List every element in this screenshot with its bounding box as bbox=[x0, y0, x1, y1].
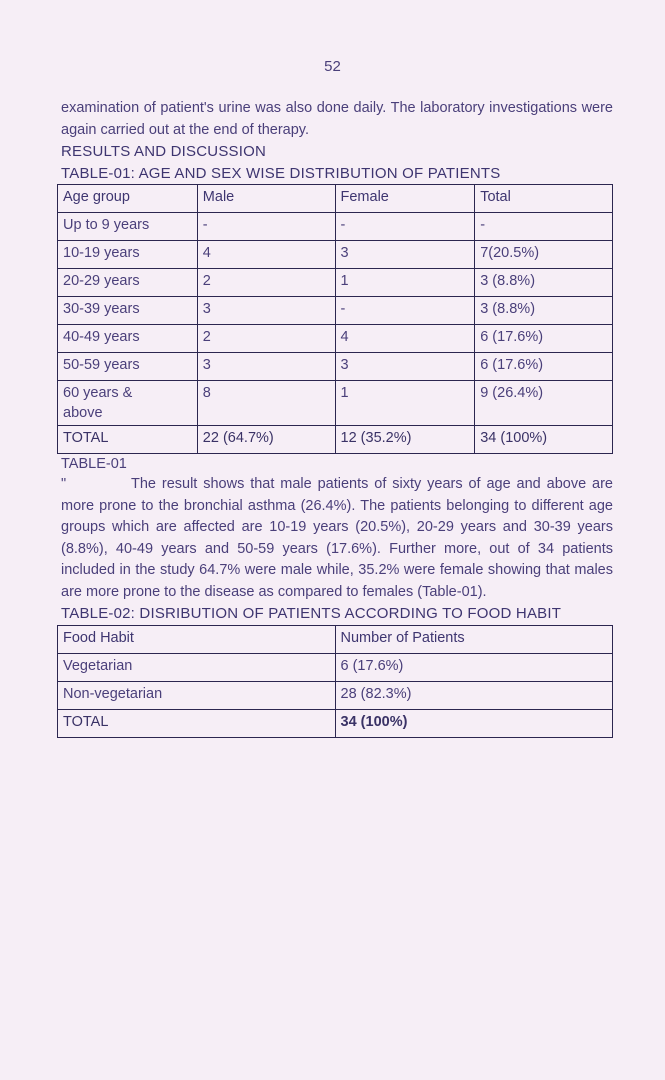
cell-age-group: Up to 9 years bbox=[58, 213, 198, 241]
cell-total: 7(20.5%) bbox=[475, 241, 613, 269]
cell-patients: 28 (82.3%) bbox=[335, 681, 612, 709]
cell-male: 2 bbox=[197, 325, 335, 353]
table-row bbox=[58, 353, 613, 381]
table-row bbox=[58, 681, 613, 709]
age-sex-table bbox=[57, 184, 613, 454]
cell-total-patients: 34 (100%) bbox=[335, 709, 612, 737]
cell-age-group: 30-39 years bbox=[58, 297, 198, 325]
cell-male: - bbox=[197, 213, 335, 241]
cell-age-group: 60 years & above bbox=[58, 381, 198, 426]
cell-female: - bbox=[335, 297, 475, 325]
table-row bbox=[58, 297, 613, 325]
table1-caption: TABLE-01 bbox=[61, 456, 127, 472]
table-header-row bbox=[58, 625, 613, 653]
cell-age-group: 40-49 years bbox=[58, 325, 198, 353]
cell-male: 4 bbox=[197, 241, 335, 269]
header-female: Female bbox=[335, 185, 475, 213]
table-header-row bbox=[58, 185, 613, 213]
cell-male: 3 bbox=[197, 297, 335, 325]
page-number: 52 bbox=[324, 58, 341, 75]
table-row bbox=[58, 325, 613, 353]
cell-female: 3 bbox=[335, 353, 475, 381]
cell-age-group: 20-29 years bbox=[58, 269, 198, 297]
discussion-text: The result shows that male patients of sixty years of age and above are more prone to the bronchial asthma (26.4%). The patients belonging to different age groups which are affected are 10-19 years (20.5%), 20-29 years and 30-39 years (8.8%), 40-49 years and 50-59 years (17.6%). Further more, out of 34 patients included in the study 64.7% were male while, 35.2% were female showing that males are more prone to the disease as compared to females (Table-01). bbox=[61, 476, 613, 600]
cell-female: 4 bbox=[335, 325, 475, 353]
cell-female: 3 bbox=[335, 241, 475, 269]
cell-male: 2 bbox=[197, 269, 335, 297]
table-row bbox=[58, 269, 613, 297]
cell-male: 8 bbox=[197, 381, 335, 426]
cell-total-male: 22 (64.7%) bbox=[197, 426, 335, 454]
cell-total: 6 (17.6%) bbox=[475, 325, 613, 353]
cell-total: 9 (26.4%) bbox=[475, 381, 613, 426]
cell-total: - bbox=[475, 213, 613, 241]
cell-patients: 6 (17.6%) bbox=[335, 653, 612, 681]
header-male: Male bbox=[197, 185, 335, 213]
food-habit-table bbox=[57, 625, 613, 738]
table2-title: TABLE-02: DISRIBUTION OF PATIENTS ACCORDING TO FOOD HABIT bbox=[61, 605, 562, 622]
page-content bbox=[61, 98, 613, 738]
cell-age-group: 50-59 years bbox=[58, 353, 198, 381]
cell-total-label: TOTAL bbox=[58, 709, 336, 737]
cell-total-total: 34 (100%) bbox=[475, 426, 613, 454]
intro-paragraph: examination of patient's urine was also done daily. The laboratory investigations were again carried out at the end of therapy. bbox=[61, 100, 613, 138]
table-total-row bbox=[58, 709, 613, 737]
table-row bbox=[58, 381, 613, 426]
cell-total: 6 (17.6%) bbox=[475, 353, 613, 381]
cell-total-label: TOTAL bbox=[58, 426, 198, 454]
header-age-group: Age group bbox=[58, 185, 198, 213]
cell-male: 3 bbox=[197, 353, 335, 381]
cell-food-habit: Non-vegetarian bbox=[58, 681, 336, 709]
cell-total: 3 (8.8%) bbox=[475, 297, 613, 325]
table-row bbox=[58, 241, 613, 269]
header-food-habit: Food Habit bbox=[58, 625, 336, 653]
cell-total: 3 (8.8%) bbox=[475, 269, 613, 297]
table1-title: TABLE-01: AGE AND SEX WISE DISTRIBUTION OF PATIENTS bbox=[61, 164, 501, 182]
cell-female: 1 bbox=[335, 381, 475, 426]
table-total-row bbox=[58, 426, 613, 454]
cell-food-habit: Vegetarian bbox=[58, 653, 336, 681]
header-total: Total bbox=[475, 185, 613, 213]
table-row bbox=[58, 653, 613, 681]
table-row bbox=[58, 213, 613, 241]
cell-total-female: 12 (35.2%) bbox=[335, 426, 475, 454]
cell-age-group: 10-19 years bbox=[58, 241, 198, 269]
cell-female: 1 bbox=[335, 269, 475, 297]
section-heading: RESULTS AND DISCUSSION bbox=[61, 143, 266, 160]
cell-female: - bbox=[335, 213, 475, 241]
quote-mark: " bbox=[61, 476, 67, 492]
discussion-paragraph bbox=[61, 474, 613, 603]
header-number-of-patients: Number of Patients bbox=[335, 625, 612, 653]
